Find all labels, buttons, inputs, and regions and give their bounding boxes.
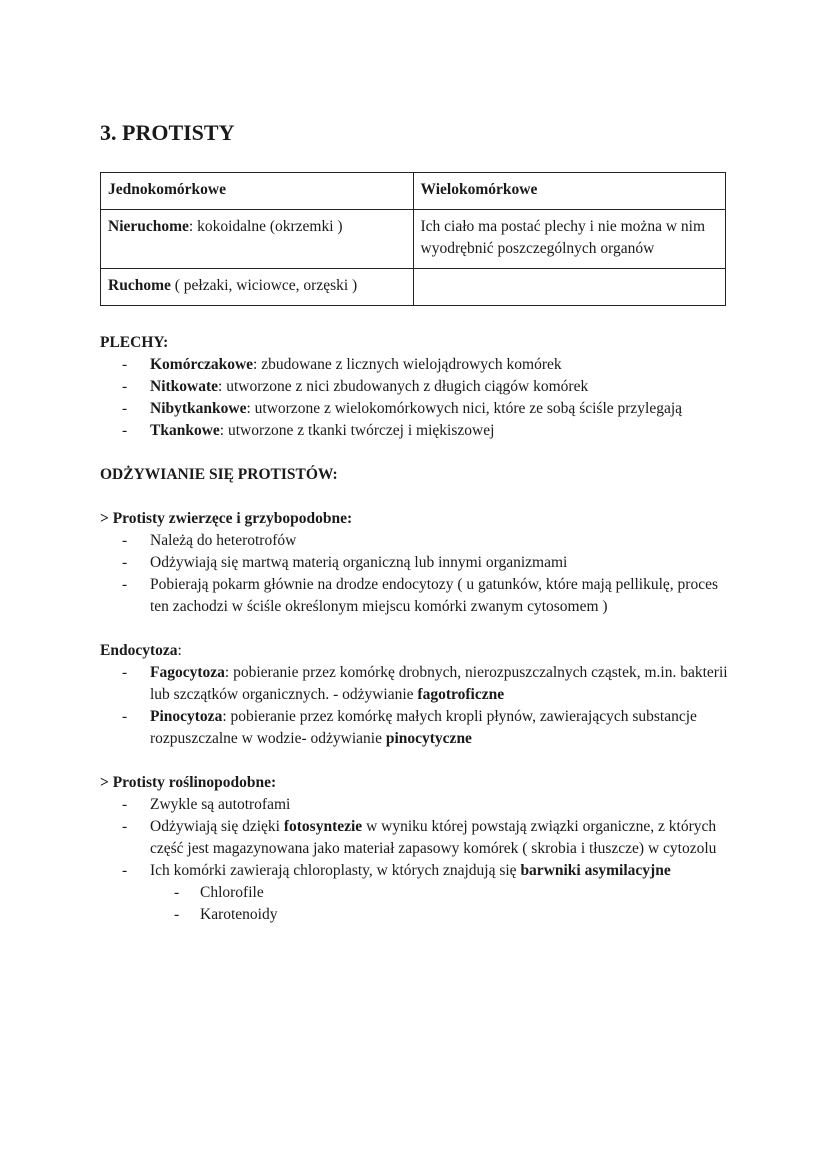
endocytoza-list [100, 662, 728, 750]
list-item [100, 420, 728, 442]
endocytoza-heading [100, 640, 728, 662]
term: fotosyntezie [283, 818, 363, 835]
table-cell [101, 210, 414, 269]
term: pinocytyczne [385, 730, 472, 747]
term: Nieruchome [108, 218, 189, 235]
list-item [100, 354, 728, 376]
zwierzece-heading: > Protisty zwierzęce i grzybopodobne: [100, 510, 353, 527]
roslinne-heading: > Protisty roślinopodobne: [100, 774, 277, 791]
definition: : utworzone z tkanki twórczej i miękiszowej [219, 422, 495, 439]
table-cell [413, 269, 726, 306]
plechy-heading: PLECHY: [100, 334, 169, 351]
pigments-sublist [100, 882, 728, 926]
page-title: 3. PROTISTY [100, 120, 235, 145]
heading-colon: : [177, 642, 182, 659]
list-item: - Pobierają pokarm głównie na drodze endocytozy ( u gatunków, które mają pellikulę, proces ten zachodzi w ściśle określonym miejscu komórki zwanym cytosomem ) [100, 574, 728, 618]
table-row [101, 210, 726, 269]
definition: : pobieranie przez komórkę małych kropli płynów, zawierających substancje rozpuszczalne w wodzie- odżywianie [150, 708, 697, 747]
sublist-item: - Chlorofile [100, 882, 728, 904]
term: fagotroficzne [417, 686, 505, 703]
heading-text: Endocytoza [100, 642, 178, 659]
term: Komórczakowe [150, 356, 254, 373]
odzywianie-heading: ODŻYWIANIE SIĘ PROTISTÓW: [100, 466, 338, 483]
term: Pinocytoza [150, 708, 223, 725]
roslinne-list [100, 794, 728, 926]
table-row [101, 269, 726, 306]
table-header-cell: Wielokomórkowe [413, 173, 726, 210]
term: Nitkowate [150, 378, 219, 395]
table-cell: Ich ciało ma postać plechy i nie można w nim wyodrębnić poszczególnych organów [413, 210, 726, 269]
term: Fagocytoza [150, 664, 225, 681]
list-item [100, 860, 728, 926]
table-header-cell: Jednokomórkowe [101, 173, 414, 210]
plechy-list [100, 354, 728, 442]
list-item [100, 376, 728, 398]
text: Odżywiają się dzięki [150, 818, 284, 835]
table-cell [101, 269, 414, 306]
list-item [100, 662, 728, 706]
list-item: - Należą do heterotrofów [100, 530, 728, 552]
list-item [100, 816, 728, 860]
list-item: - Odżywiają się martwą materią organiczną lub innymi organizmami [100, 552, 728, 574]
text: w wyniku której powstają związki organiczne, z których część jest magazynowana jako materiał zapasowy komórek ( skrobia i tłuszcze) w cytozolu [150, 818, 717, 857]
definition: : zbudowane z licznych wielojądrowych komórek [253, 356, 562, 373]
text: Ich komórki zawierają chloroplasty, w których znajdują się [150, 862, 521, 879]
definition: : kokoidalne (okrzemki ) [188, 218, 343, 235]
protist-table [100, 172, 726, 306]
definition: ( pełzaki, wiciowce, orzęski ) [170, 277, 358, 294]
list-item: - Zwykle są autotrofami [100, 794, 728, 816]
term: Ruchome [108, 277, 171, 294]
zwierzece-list [100, 530, 728, 618]
list-item [100, 398, 728, 420]
table-header-row [101, 173, 726, 210]
term: barwniki asymilacyjne [520, 862, 671, 879]
term: Tkankowe [150, 422, 220, 439]
definition: : pobieranie przez komórkę drobnych, nierozpuszczalnych cząstek, m.in. bakterii lub szczątków organicznych. - odżywianie [150, 664, 728, 703]
definition: : utworzone z wielokomórkowych nici, które ze sobą ściśle przylegają [246, 400, 683, 417]
sublist-item: - Karotenoidy [100, 904, 728, 926]
definition: : utworzone z nici zbudowanych z długich ciągów komórek [218, 378, 589, 395]
term: Nibytkankowe [150, 400, 247, 417]
list-item [100, 706, 728, 750]
